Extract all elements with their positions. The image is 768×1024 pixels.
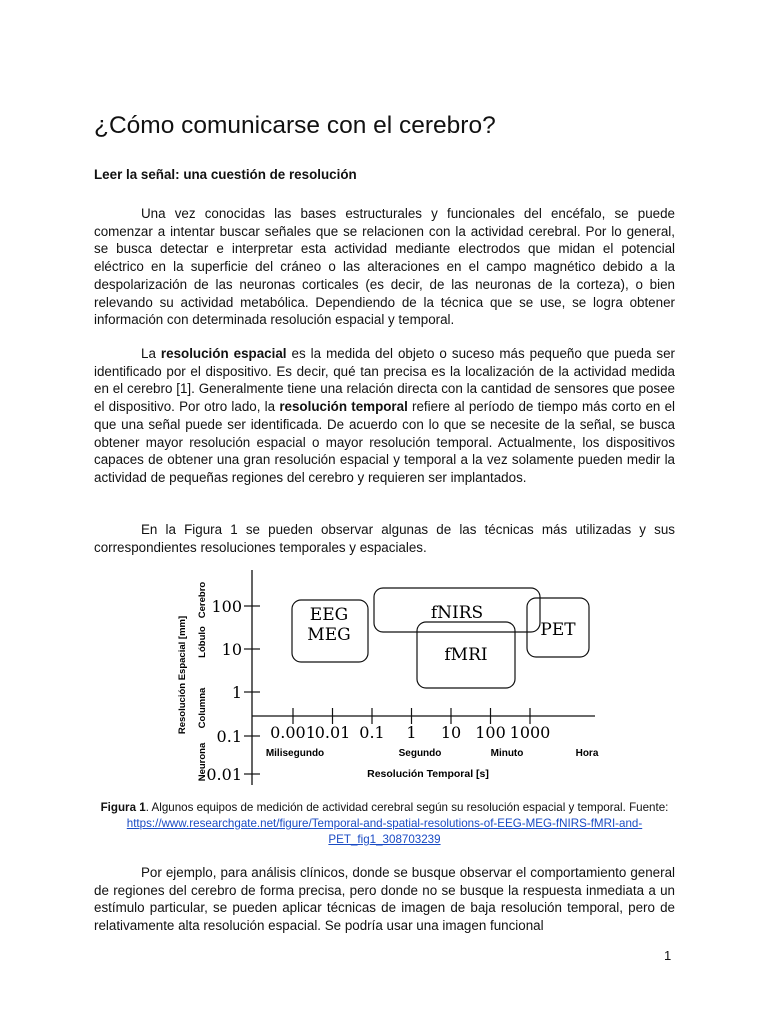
y-tick-label: 0.01 xyxy=(206,765,242,784)
paragraph-2 xyxy=(94,345,675,487)
figure-caption xyxy=(94,800,675,848)
x-tick-label: 0.1 xyxy=(359,723,385,742)
paragraph-3-text: En la Figura 1 se pueden observar algunas de las técnicas más utilizadas y sus correspondientes resoluciones temporales y espaciales. xyxy=(94,522,675,555)
region-fnirs-label: fNIRS xyxy=(430,603,484,623)
x-unit-label: Milisegundo xyxy=(265,748,325,759)
paragraph-2-part3: refiere al período de tiempo más corto en el que una señal puede ser identificada. De acuerdo con lo que se necesite de la señal, se busca obtener mayor resolución espacial o mayor resolución temporal. Actualmente, los dispositivos capaces de obtener una gran resolución espacial y temporal a la vez solamente pueden medir la actividad de pequeñas regiones del cerebro y requieren ser implantados. xyxy=(94,399,676,485)
x-unit-label: Minuto xyxy=(490,748,524,759)
paragraph-4-text: Por ejemplo, para análisis clínicos, donde se busque observar el comportamiento general de regiones del cerebro de forma precisa, pero donde no se busque la respuesta inmediata a un estímulo particular, se pueden aplicar técnicas de imagen de baja resolución temporal, pero de relativamente alta resolución espacial. Se podría usar una imagen funcional xyxy=(94,865,675,934)
y-tick-label: 10 xyxy=(221,640,242,659)
bold-term-temporal: resolución temporal xyxy=(279,399,408,415)
paragraph-4 xyxy=(94,864,675,935)
y-side-label: Columna xyxy=(197,687,208,729)
page-title: ¿Cómo comunicarse con el cerebro? xyxy=(94,112,496,139)
paragraph-2-part1: La xyxy=(141,346,161,361)
y-side-label: Lóbulo xyxy=(197,626,208,658)
y-tick-label: 100 xyxy=(211,597,242,616)
region-pet-label: PET xyxy=(540,620,576,640)
y-axis-title: Resolución Espacial [mm] xyxy=(177,615,188,735)
region-meg-label: MEG xyxy=(307,625,351,645)
x-tick-label: 10 xyxy=(440,723,462,742)
y-tick-label: 0.1 xyxy=(216,727,242,746)
x-unit-label: Hora xyxy=(575,748,599,759)
paragraph-2-part2: es la medida del objeto o suceso más pequeño que pueda ser identificado por el dispositivo. Es decir, qué tan precisa es la localización de la actividad medida en el cerebro [1]. Generalmente tiene una relación directa con la cantidad de sensores que posee el dispositivo. Por otro lado, la xyxy=(94,346,676,415)
caption-source-link[interactable]: https://www.researchgate.net/figure/Temporal-and-spatial-resolutions-of-EEG-MEG-fNIRS-fMRI-and-PET_fig1_308703239 xyxy=(126,817,643,846)
region-eeg-label: EEG xyxy=(309,605,349,625)
x-tick-label: 0.001 xyxy=(270,723,316,742)
page-number: 1 xyxy=(664,948,672,963)
paragraph-1 xyxy=(94,205,675,329)
caption-text: . Algunos equipos de medición de actividad cerebral según su resolución espacial y temporal. Fuente: xyxy=(145,801,669,814)
x-tick-label: 1 xyxy=(406,723,417,742)
region-fmri-label: fMRI xyxy=(444,645,488,665)
x-tick-label: 100 xyxy=(475,723,506,742)
x-tick-label: 1000 xyxy=(509,723,551,742)
paragraph-3 xyxy=(94,521,675,556)
paragraph-1-text: Una vez conocidas las bases estructurales y funcionales del encéfalo, se puede comenzar a intentar buscar señales que se relacionen con la actividad cerebral. Por lo general, se busca detectar e interpretar esta actividad mediante electrodos que midan el potencial eléctrico en la superficie del cráneo o las alteraciones en el campo magnético debido a la despolarización de las neuronas corticales (es decir, de las neuronas de la corteza), o bien relevando su actividad metabólica. Dependiendo de la técnica que se use, se logra obtener información con determinada resolución espacial y temporal. xyxy=(94,206,675,328)
x-tick-label: 0.01 xyxy=(314,723,351,742)
y-side-label: Neurona xyxy=(197,742,208,782)
caption-label: Figura 1 xyxy=(100,801,146,814)
figure-1-diagram xyxy=(170,570,610,790)
x-unit-label: Segundo xyxy=(398,748,442,759)
x-axis-title: Resolución Temporal [s] xyxy=(367,768,489,780)
bold-term-spatial: resolución espacial xyxy=(160,346,287,361)
resolution-diagram-svg xyxy=(170,570,610,790)
section-heading: Leer la señal: una cuestión de resolución xyxy=(94,167,357,182)
y-side-label: Cerebro xyxy=(197,581,208,619)
y-tick-label: 1 xyxy=(231,683,242,702)
